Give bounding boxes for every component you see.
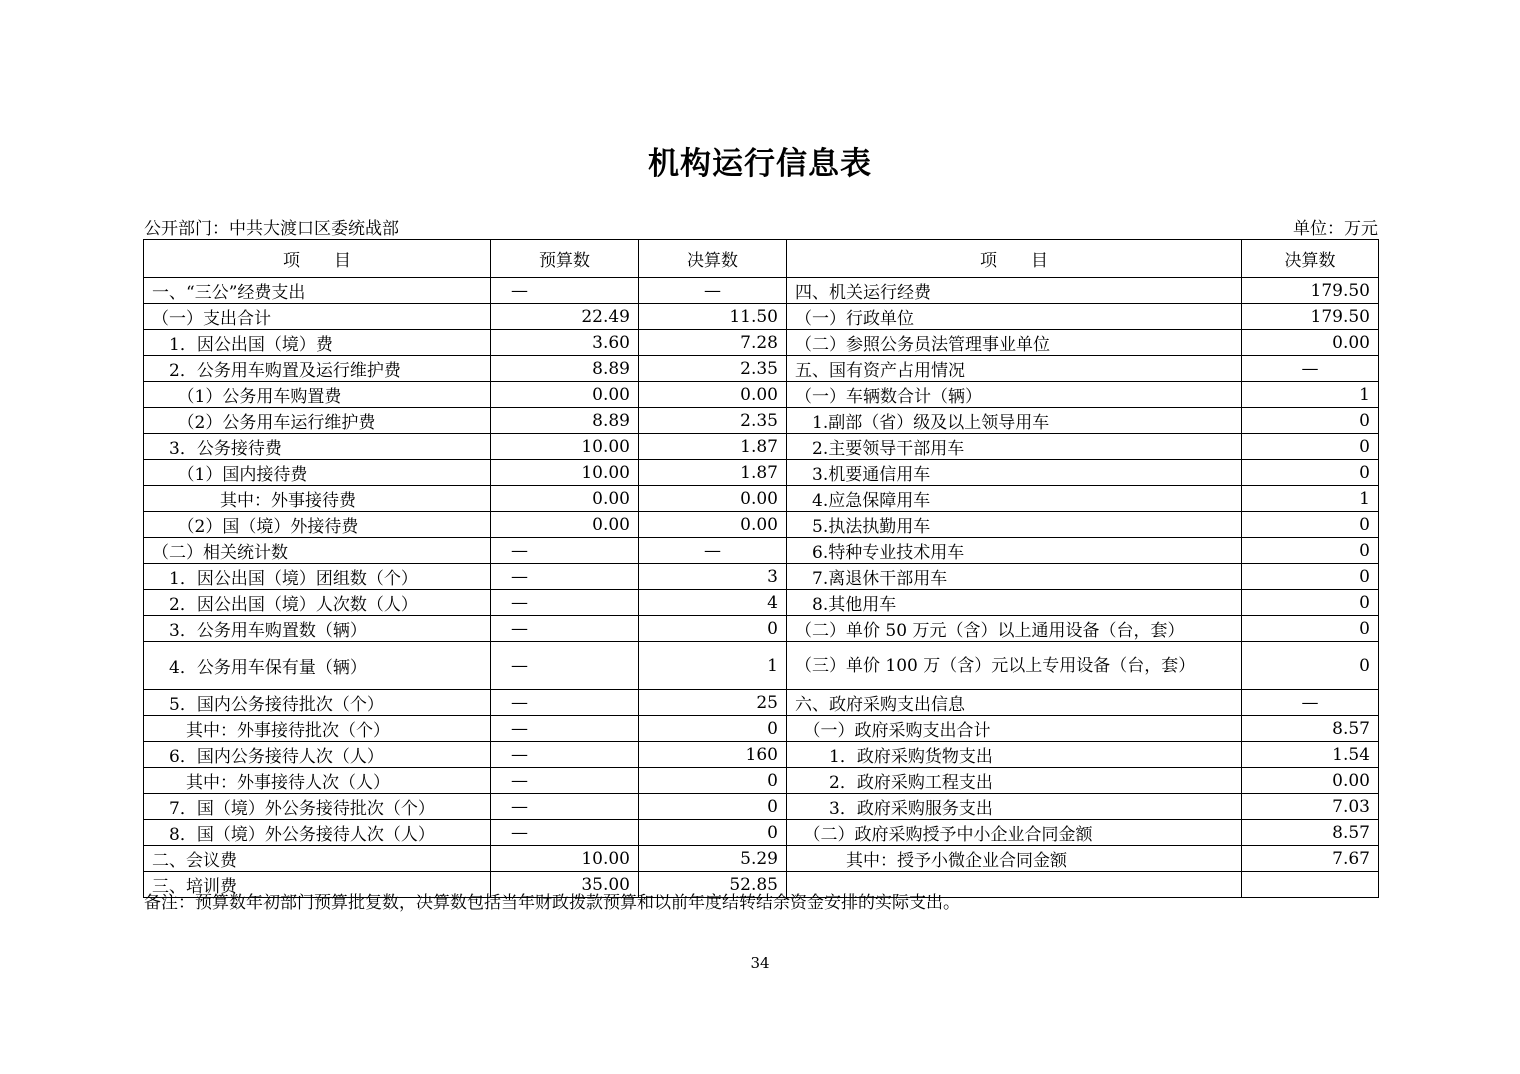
header-item-left: 项 目 [144, 240, 491, 278]
row-item-left: 其中：外事接待批次（个） [144, 716, 491, 742]
table-row [144, 616, 1379, 642]
row-final-right: 1 [1242, 486, 1379, 512]
row-final-right: 1.54 [1242, 742, 1379, 768]
header-budget: 预算数 [491, 240, 639, 278]
row-final-left: — [639, 278, 787, 304]
row-item-right: 3.机要通信用车 [787, 460, 1242, 486]
row-final-right: 0 [1242, 616, 1379, 642]
row-final-right: 7.03 [1242, 794, 1379, 820]
table-row [144, 742, 1379, 768]
row-budget: 3.60 [491, 330, 639, 356]
row-final-right: 8.57 [1242, 820, 1379, 846]
row-item-right: （一）行政单位 [787, 304, 1242, 330]
row-final-right: 0 [1242, 564, 1379, 590]
row-item-left: 2．公务用车购置及运行维护费 [144, 356, 491, 382]
row-budget: 0.00 [491, 486, 639, 512]
table-row [144, 794, 1379, 820]
table-header-row [144, 240, 1379, 278]
row-final-left: 11.50 [639, 304, 787, 330]
row-final-right: 7.67 [1242, 846, 1379, 872]
row-final-left: 160 [639, 742, 787, 768]
table-row [144, 356, 1379, 382]
table-row [144, 382, 1379, 408]
row-final-right: 179.50 [1242, 278, 1379, 304]
row-final-right: 0 [1242, 434, 1379, 460]
row-final-left: 0.00 [639, 512, 787, 538]
row-budget: 0.00 [491, 382, 639, 408]
row-budget: 10.00 [491, 460, 639, 486]
row-budget: — [491, 642, 639, 690]
table-meta [144, 212, 1378, 238]
row-final-left: 0 [639, 616, 787, 642]
row-budget: — [491, 564, 639, 590]
row-item-left: （一）支出合计 [144, 304, 491, 330]
row-final-right: 0 [1242, 512, 1379, 538]
page-number: 34 [750, 954, 770, 972]
table-row [144, 434, 1379, 460]
row-item-right: （二）单价 50 万元（含）以上通用设备（台，套） [787, 616, 1242, 642]
page-title: 机构运行信息表 [648, 146, 872, 182]
row-final-left: 1.87 [639, 460, 787, 486]
row-final-left: 3 [639, 564, 787, 590]
row-final-right: 0 [1242, 408, 1379, 434]
table-row [144, 304, 1379, 330]
row-final-right [1242, 872, 1379, 898]
row-budget: — [491, 690, 639, 716]
row-item-left: 3．公务接待费 [144, 434, 491, 460]
row-item-right: 3．政府采购服务支出 [787, 794, 1242, 820]
row-item-left: 3．公务用车购置数（辆） [144, 616, 491, 642]
row-final-right: — [1242, 356, 1379, 382]
row-budget: — [491, 742, 639, 768]
row-item-right: 四、机关运行经费 [787, 278, 1242, 304]
table-row [144, 512, 1379, 538]
table-row [144, 642, 1379, 690]
row-item-left: （2）公务用车运行维护费 [144, 408, 491, 434]
info-table [143, 239, 1379, 898]
row-final-right: 1 [1242, 382, 1379, 408]
row-item-right: （一）政府采购支出合计 [787, 716, 1242, 742]
row-item-right: 2.主要领导干部用车 [787, 434, 1242, 460]
row-item-right: 六、政府采购支出信息 [787, 690, 1242, 716]
row-final-left: 5.29 [639, 846, 787, 872]
row-item-left: 三、培训费 [144, 872, 491, 898]
row-item-right: 其中：授予小微企业合同金额 [787, 846, 1242, 872]
row-final-right: 0 [1242, 538, 1379, 564]
footnote: 备注：预算数年初部门预算批复数，决算数包括当年财政拨款预算和以前年度结转结余资金安排的实际支出。 [144, 893, 960, 913]
row-item-left: 7．国（境）外公务接待批次（个） [144, 794, 491, 820]
row-budget: 35.00 [491, 872, 639, 898]
row-item-right: （一）车辆数合计（辆） [787, 382, 1242, 408]
row-item-left: 其中：外事接待费 [144, 486, 491, 512]
row-item-left: 一、“三公”经费支出 [144, 278, 491, 304]
row-item-left: （1）国内接待费 [144, 460, 491, 486]
department-label: 公开部门：中共大渡口区委统战部 [144, 219, 399, 239]
row-budget: — [491, 538, 639, 564]
row-final-right: 0 [1242, 642, 1379, 690]
row-item-right: 7.离退休干部用车 [787, 564, 1242, 590]
table-row [144, 408, 1379, 434]
row-final-left: 0 [639, 768, 787, 794]
row-final-right: 0 [1242, 590, 1379, 616]
row-item-left: 4．公务用车保有量（辆） [144, 642, 491, 690]
row-budget: 10.00 [491, 846, 639, 872]
row-budget: — [491, 278, 639, 304]
table-row [144, 538, 1379, 564]
row-budget: — [491, 794, 639, 820]
row-final-right: — [1242, 690, 1379, 716]
row-final-left: 4 [639, 590, 787, 616]
row-item-right: （二）政府采购授予中小企业合同金额 [787, 820, 1242, 846]
row-final-left: 0 [639, 716, 787, 742]
row-item-right: （二）参照公务员法管理事业单位 [787, 330, 1242, 356]
table-row [144, 846, 1379, 872]
row-budget: 22.49 [491, 304, 639, 330]
row-item-right: 1.副部（省）级及以上领导用车 [787, 408, 1242, 434]
row-item-right: 8.其他用车 [787, 590, 1242, 616]
table-row [144, 486, 1379, 512]
row-final-right: 179.50 [1242, 304, 1379, 330]
row-final-right: 8.57 [1242, 716, 1379, 742]
table-row [144, 768, 1379, 794]
row-budget: 0.00 [491, 512, 639, 538]
row-item-right: 6.特种专业技术用车 [787, 538, 1242, 564]
row-item-right: 4.应急保障用车 [787, 486, 1242, 512]
row-item-left: 1．因公出国（境）团组数（个） [144, 564, 491, 590]
row-final-left: 2.35 [639, 408, 787, 434]
row-item-right: 2．政府采购工程支出 [787, 768, 1242, 794]
row-item-left: （2）国（境）外接待费 [144, 512, 491, 538]
row-final-left: 1.87 [639, 434, 787, 460]
unit-label: 单位：万元 [1293, 219, 1378, 239]
row-item-left: 1．因公出国（境）费 [144, 330, 491, 356]
row-final-left: 1 [639, 642, 787, 690]
row-final-left: 52.85 [639, 872, 787, 898]
row-final-left: 0 [639, 794, 787, 820]
table-row [144, 564, 1379, 590]
row-final-left: 0.00 [639, 382, 787, 408]
row-budget: — [491, 590, 639, 616]
row-final-left: 7.28 [639, 330, 787, 356]
row-final-right: 0.00 [1242, 330, 1379, 356]
row-final-left: — [639, 538, 787, 564]
table-row [144, 690, 1379, 716]
row-item-right: 五、国有资产占用情况 [787, 356, 1242, 382]
header-final-left: 决算数 [639, 240, 787, 278]
row-final-left: 2.35 [639, 356, 787, 382]
row-budget: 8.89 [491, 356, 639, 382]
row-item-left: 其中：外事接待人次（人） [144, 768, 491, 794]
header-item-right: 项 目 [787, 240, 1242, 278]
table-row [144, 330, 1379, 356]
row-budget: 10.00 [491, 434, 639, 460]
row-item-left: 二、会议费 [144, 846, 491, 872]
row-budget: — [491, 616, 639, 642]
row-final-left: 0 [639, 820, 787, 846]
row-item-right: 1．政府采购货物支出 [787, 742, 1242, 768]
row-budget: — [491, 716, 639, 742]
row-budget: — [491, 820, 639, 846]
table-row [144, 460, 1379, 486]
row-item-left: （二）相关统计数 [144, 538, 491, 564]
row-final-right: 0 [1242, 460, 1379, 486]
header-final-right: 决算数 [1242, 240, 1379, 278]
row-final-left: 0.00 [639, 486, 787, 512]
table-row [144, 590, 1379, 616]
row-item-left: 8．国（境）外公务接待人次（人） [144, 820, 491, 846]
table-row [144, 820, 1379, 846]
row-item-left: 2．因公出国（境）人次数（人） [144, 590, 491, 616]
row-item-right: 5.执法执勤用车 [787, 512, 1242, 538]
row-item-left: 6．国内公务接待人次（人） [144, 742, 491, 768]
row-budget: — [491, 768, 639, 794]
table-row [144, 716, 1379, 742]
row-item-left: 5．国内公务接待批次（个） [144, 690, 491, 716]
row-final-right: 0.00 [1242, 768, 1379, 794]
table-row [144, 278, 1379, 304]
row-budget: 8.89 [491, 408, 639, 434]
row-final-left: 25 [639, 690, 787, 716]
row-item-right: （三）单价 100 万（含）元以上专用设备（台，套） [787, 642, 1242, 690]
row-item-left: （1）公务用车购置费 [144, 382, 491, 408]
